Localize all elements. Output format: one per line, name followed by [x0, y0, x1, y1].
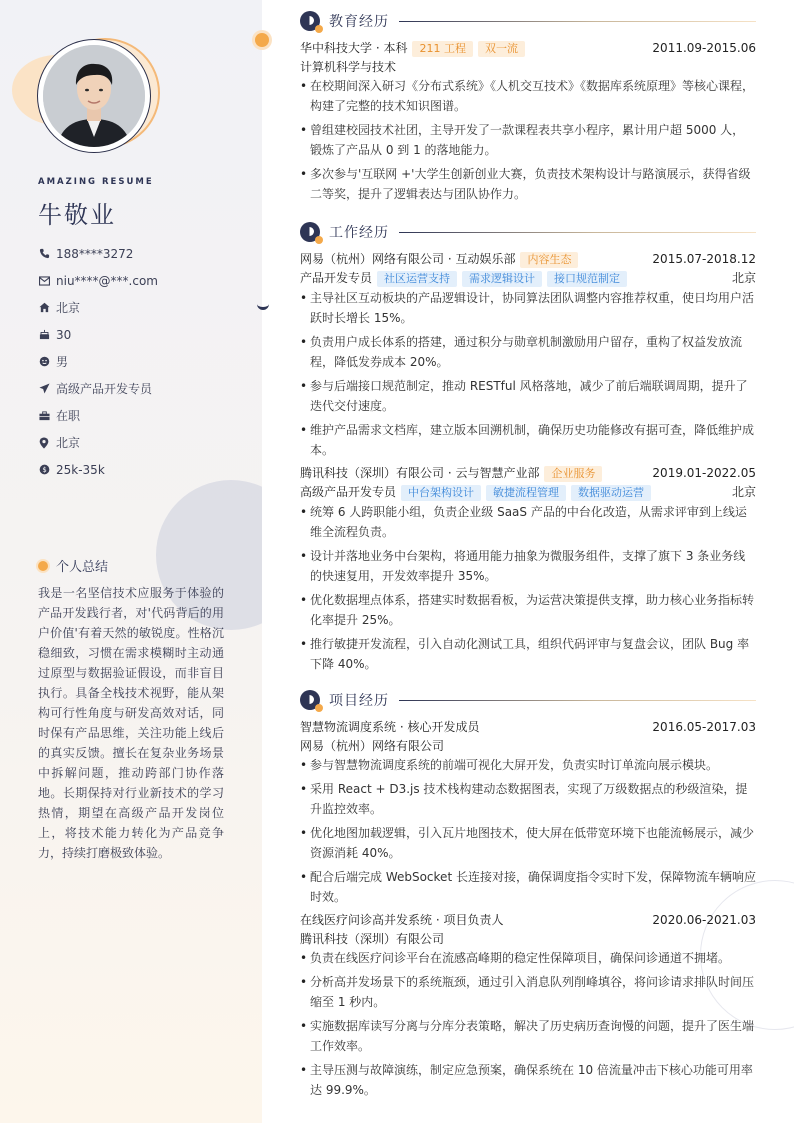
resume-tagline: AMAZING RESUME	[38, 177, 154, 187]
job-bullets	[300, 502, 756, 674]
avatar	[43, 45, 145, 147]
list-item: • 统筹 6 人跨职能小组，负责企业级 SaaS 产品的中台化改造，从需求评审到上线运维全流程负责。	[300, 502, 756, 542]
info-position-text: 高级产品开发专员	[56, 382, 153, 396]
work-title: 工作经历	[329, 225, 389, 241]
info-salary-text: 25k-35k	[56, 462, 105, 477]
salary-icon	[38, 464, 50, 476]
job-city: 北京	[731, 271, 756, 285]
job-entry	[300, 464, 756, 674]
candidate-name: 牛敬业	[38, 201, 116, 229]
skill-tag: 社区运营支持	[377, 271, 457, 287]
project-header	[300, 911, 756, 930]
decorative-arc	[257, 298, 269, 310]
list-item: • 维护产品需求文档库，建立版本回溯机制，确保历史功能修改有据可查，降低维护成本。	[300, 420, 756, 460]
info-location-text: 北京	[56, 436, 81, 450]
info-home-text: 北京	[56, 301, 81, 315]
job-company: 网易（杭州）网络有限公司 · 互动娱乐部	[300, 252, 516, 266]
project-period: 2020.06-2021.03	[652, 913, 756, 927]
education-major: 计算机科学与技术	[300, 60, 397, 74]
home-icon	[38, 302, 50, 314]
info-age	[38, 321, 253, 348]
info-home	[38, 294, 253, 321]
work-section	[300, 221, 756, 678]
section-divider	[399, 700, 756, 701]
info-gender	[38, 348, 253, 375]
info-status-text: 在职	[56, 409, 81, 423]
avatar-frame	[37, 39, 151, 153]
phone-icon	[38, 248, 50, 260]
list-item: • 参与智慧物流调度系统的前端可视化大屏开发，负责实时订单流向展示模块。	[300, 755, 756, 775]
job-role: 高级产品开发专员	[300, 485, 397, 499]
list-item: • 优化地图加载逻辑，引入瓦片地图技术，使大屏在低带宽环境下也能流畅展示，减少资源消耗 40%。	[300, 823, 756, 863]
projects-title: 项目经历	[329, 693, 389, 709]
info-salary	[38, 456, 253, 483]
list-item: • 负责用户成长体系的搭建，通过积分与勋章机制激励用户留存，重构了权益发放流程，降低发券成本 20%。	[300, 332, 756, 372]
list-item: • 负责在线医疗问诊平台在流感高峰期的稳定性保障项目，确保问诊通道不拥堵。	[300, 948, 756, 968]
summary-heading	[38, 556, 108, 575]
job-period: 2015.07-2018.12	[652, 252, 756, 266]
list-item: • 主导压测与故障演练，制定应急预案，确保系统在 10 倍流量冲击下核心功能可用率达 99.9%。	[300, 1060, 756, 1100]
education-bullets	[300, 76, 756, 204]
section-badge-icon	[300, 222, 320, 242]
section-divider	[399, 232, 756, 233]
list-item: • 分析高并发场景下的系统瓶颈，通过引入消息队列削峰填谷，将问诊请求排队时间压缩至 1 秒内。	[300, 972, 756, 1012]
job-header	[300, 250, 756, 269]
info-email-text: niu****@***.com	[56, 273, 158, 288]
list-item: • 在校期间深入研习《分布式系统》《人机交互技术》《数据库系统原理》等核心课程，构建了完整的技术知识图谱。	[300, 76, 756, 116]
project-entry	[300, 718, 756, 907]
job-header	[300, 464, 756, 483]
sidebar	[0, 0, 262, 1123]
list-item: • 实施数据库读写分离与分库分表策略，解决了历史病历查询慢的问题，提升了医生端工作效率。	[300, 1016, 756, 1056]
job-role: 产品开发专员	[300, 271, 373, 285]
avatar-portrait-icon	[43, 45, 145, 147]
info-position	[38, 375, 253, 402]
summary-bullet-icon	[38, 561, 48, 571]
job-entry	[300, 250, 756, 460]
list-item: • 多次参与'互联网 +'大学生创新创业大赛，负责技术架构设计与路演展示，获得省级二等奖，提升了逻辑表达与团队协作力。	[300, 164, 756, 204]
list-item: • 优化数据埋点体系，搭建实时数据看板，为运营决策提供支撑，助力核心业务指标转化率提升 25%。	[300, 590, 756, 630]
list-item: • 设计并落地业务中台架构，将通用能力抽象为微服务组件，支撑了旗下 3 条业务线的快速复用，开发效率提升 35%。	[300, 546, 756, 586]
project-org: 网易（杭州）网络有限公司	[300, 739, 445, 753]
info-email	[38, 267, 253, 294]
svg-text:$: $	[41, 465, 47, 474]
skill-tag: 敏捷流程管理	[486, 485, 566, 501]
skill-tag: 中台架构设计	[401, 485, 481, 501]
info-gender-text: 男	[56, 355, 69, 369]
job-role-row	[300, 269, 756, 288]
education-section	[300, 10, 756, 208]
project-org: 腾讯科技（深圳）有限公司	[300, 932, 445, 946]
school-tag: 211 工程	[412, 41, 473, 57]
education-title: 教育经历	[329, 14, 389, 30]
cake-icon	[38, 329, 50, 341]
decorative-dot	[255, 33, 269, 47]
list-item: • 推行敏捷开发流程，引入自动化测试工具，组织代码评审与复盘会议，团队 Bug 率下降 40%。	[300, 634, 756, 674]
skill-tag: 接口规范制定	[547, 271, 627, 287]
section-divider	[399, 21, 756, 22]
section-badge-icon	[300, 11, 320, 31]
send-icon	[38, 383, 50, 395]
briefcase-icon	[38, 410, 50, 422]
project-period: 2016.05-2017.03	[652, 720, 756, 734]
project-header	[300, 718, 756, 737]
list-item: • 采用 React + D3.js 技术栈构建动态数据图表，实现了万级数据点的秒级渲染，提升监控效率。	[300, 779, 756, 819]
project-name: 在线医疗问诊高并发系统 · 项目负责人	[300, 913, 504, 927]
list-item: • 配合后端完成 WebSocket 长连接对接，确保调度指令实时下发，保障物流车辆响应时效。	[300, 867, 756, 907]
project-bullets	[300, 755, 756, 907]
section-badge-icon	[300, 690, 320, 710]
education-period: 2011.09-2015.06	[652, 41, 756, 55]
project-entry	[300, 911, 756, 1100]
industry-tag: 企业服务	[544, 466, 602, 482]
job-company: 腾讯科技（深圳）有限公司 · 云与智慧产业部	[300, 466, 540, 480]
skill-tag: 数据驱动运营	[571, 485, 651, 501]
industry-tag: 内容生态	[520, 252, 578, 268]
education-heading	[300, 10, 756, 32]
info-location	[38, 429, 253, 456]
info-phone-text: 188****3272	[56, 246, 134, 261]
job-period: 2019.01-2022.05	[652, 466, 756, 480]
education-row	[300, 39, 756, 58]
projects-heading	[300, 689, 756, 711]
summary-title: 个人总结	[56, 560, 109, 575]
job-role-row	[300, 483, 756, 502]
list-item: • 参与后端接口规范制定，推动 RESTful 风格落地，减少了前后端联调周期，提升了迭代交付速度。	[300, 376, 756, 416]
info-phone	[38, 240, 253, 267]
list-item: • 曾组建校园技术社团，主导开发了一款课程表共享小程序，累计用户超 5000 人，锻炼了产品从 0 到 1 的落地能力。	[300, 120, 756, 160]
project-bullets	[300, 948, 756, 1100]
job-bullets	[300, 288, 756, 460]
work-heading	[300, 221, 756, 243]
project-name: 智慧物流调度系统 · 核心开发成员	[300, 720, 480, 734]
skill-tag: 需求逻辑设计	[462, 271, 542, 287]
location-icon	[38, 437, 50, 449]
gender-icon	[38, 356, 50, 368]
school-tag: 双一流	[478, 41, 525, 57]
info-status	[38, 402, 253, 429]
personal-info-list	[38, 240, 253, 483]
info-age-text: 30	[56, 327, 72, 342]
mail-icon	[38, 275, 50, 287]
projects-section	[300, 689, 756, 1104]
school-name: 华中科技大学 · 本科	[300, 41, 408, 55]
job-city: 北京	[731, 485, 756, 499]
list-item: • 主导社区互动板块的产品逻辑设计，协同算法团队调整内容推荐权重，使日均用户活跃时长增长 15%。	[300, 288, 756, 328]
summary-text: 我是一名坚信技术应服务于体验的产品开发践行者，对'代码背后的用户价值'有着天然的敏锐度。性格沉稳细致，习惯在需求模糊时主动通过原型与数据验证假设，而非盲目执行。具备全栈技术视野，能从架构可行性角度与研发高效对话，同时保有产品思维，关注功能上线后的真实反馈。擅长在复杂业务场景中拆解问题，推动跨部门协作落地。长期保持对行业新技术的学习热情，期望在高级产品开发岗位上，将技术能力转化为产品竞争力，持续打磨极致体验。	[38, 586, 224, 860]
